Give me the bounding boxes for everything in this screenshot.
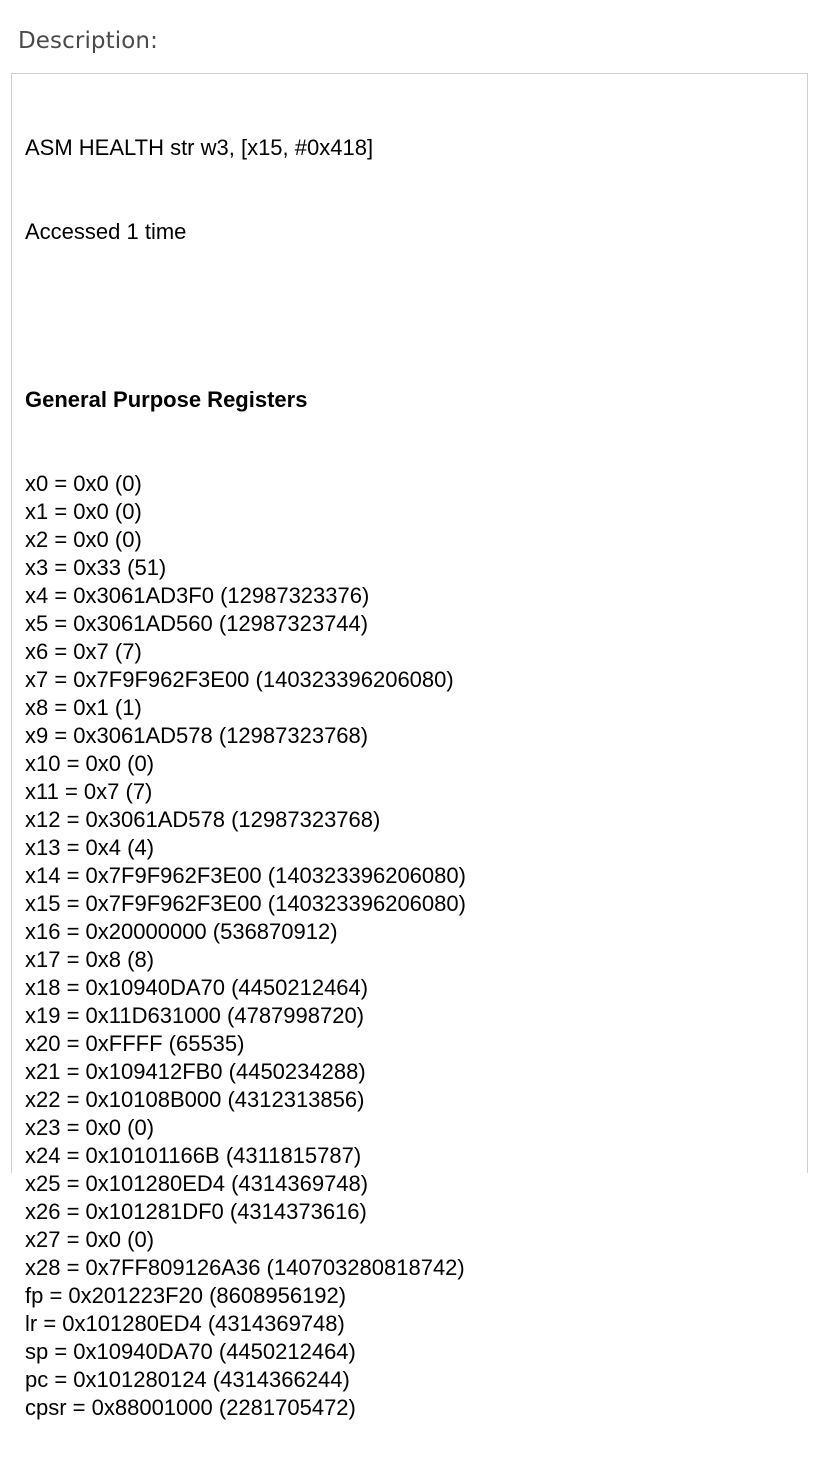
register-line: x1 = 0x0 (0): [25, 499, 142, 524]
register-line: x5 = 0x3061AD560 (12987323744): [25, 611, 369, 636]
register-line: x26 = 0x101281DF0 (4314373616): [25, 1199, 367, 1224]
description-textarea[interactable]: [11, 73, 808, 1420]
register-line: x15 = 0x7F9F962F3E00 (140323396206080): [25, 891, 466, 916]
section-title: General Purpose Registers: [25, 387, 308, 412]
register-line: x4 = 0x3061AD3F0 (12987323376): [25, 583, 370, 608]
description-label: Description:: [18, 28, 158, 54]
register-line: x7 = 0x7F9F962F3E00 (140323396206080): [25, 667, 454, 692]
register-line: x22 = 0x10108B000 (4312313856): [25, 1087, 365, 1112]
register-line: x19 = 0x11D631000 (4787998720): [25, 1003, 365, 1028]
register-list: [25, 470, 801, 1422]
register-line: x11 = 0x7 (7): [25, 779, 153, 804]
register-line: x9 = 0x3061AD578 (12987323768): [25, 723, 369, 748]
description-content: [25, 78, 801, 1478]
register-line: pc = 0x101280124 (4314366244): [25, 1367, 350, 1392]
register-line: x25 = 0x101280ED4 (4314369748): [25, 1171, 369, 1196]
register-line: x8 = 0x1 (1): [25, 695, 142, 720]
asm-instruction-line: ASM HEALTH str w3, [x15, #0x418]: [25, 135, 374, 160]
register-line: x14 = 0x7F9F962F3E00 (140323396206080): [25, 863, 466, 888]
register-line: x13 = 0x4 (4): [25, 835, 155, 860]
register-line: x24 = 0x10101166B (4311815787): [25, 1143, 362, 1168]
register-line: x20 = 0xFFFF (65535): [25, 1031, 245, 1056]
register-line: x3 = 0x33 (51): [25, 555, 167, 580]
register-line: x17 = 0x8 (8): [25, 947, 155, 972]
register-line: x6 = 0x7 (7): [25, 639, 142, 664]
register-line: sp = 0x10940DA70 (4450212464): [25, 1339, 356, 1364]
register-line: x16 = 0x20000000 (536870912): [25, 919, 338, 944]
register-line: cpsr = 0x88001000 (2281705472): [25, 1395, 356, 1420]
register-line: x2 = 0x0 (0): [25, 527, 142, 552]
register-line: lr = 0x101280ED4 (4314369748): [25, 1311, 345, 1336]
register-line: x10 = 0x0 (0): [25, 751, 155, 776]
register-line: x28 = 0x7FF809126A36 (140703280818742): [25, 1255, 465, 1280]
register-line: x18 = 0x10940DA70 (4450212464): [25, 975, 369, 1000]
register-line: x23 = 0x0 (0): [25, 1115, 155, 1140]
access-count-line: Accessed 1 time: [25, 219, 187, 244]
register-line: fp = 0x201223F20 (8608956192): [25, 1283, 347, 1308]
register-line: x27 = 0x0 (0): [25, 1227, 155, 1252]
blank-line: [25, 302, 801, 330]
register-line: x21 = 0x109412FB0 (4450234288): [25, 1059, 366, 1084]
register-line: x0 = 0x0 (0): [25, 471, 142, 496]
register-line: x12 = 0x3061AD578 (12987323768): [25, 807, 381, 832]
